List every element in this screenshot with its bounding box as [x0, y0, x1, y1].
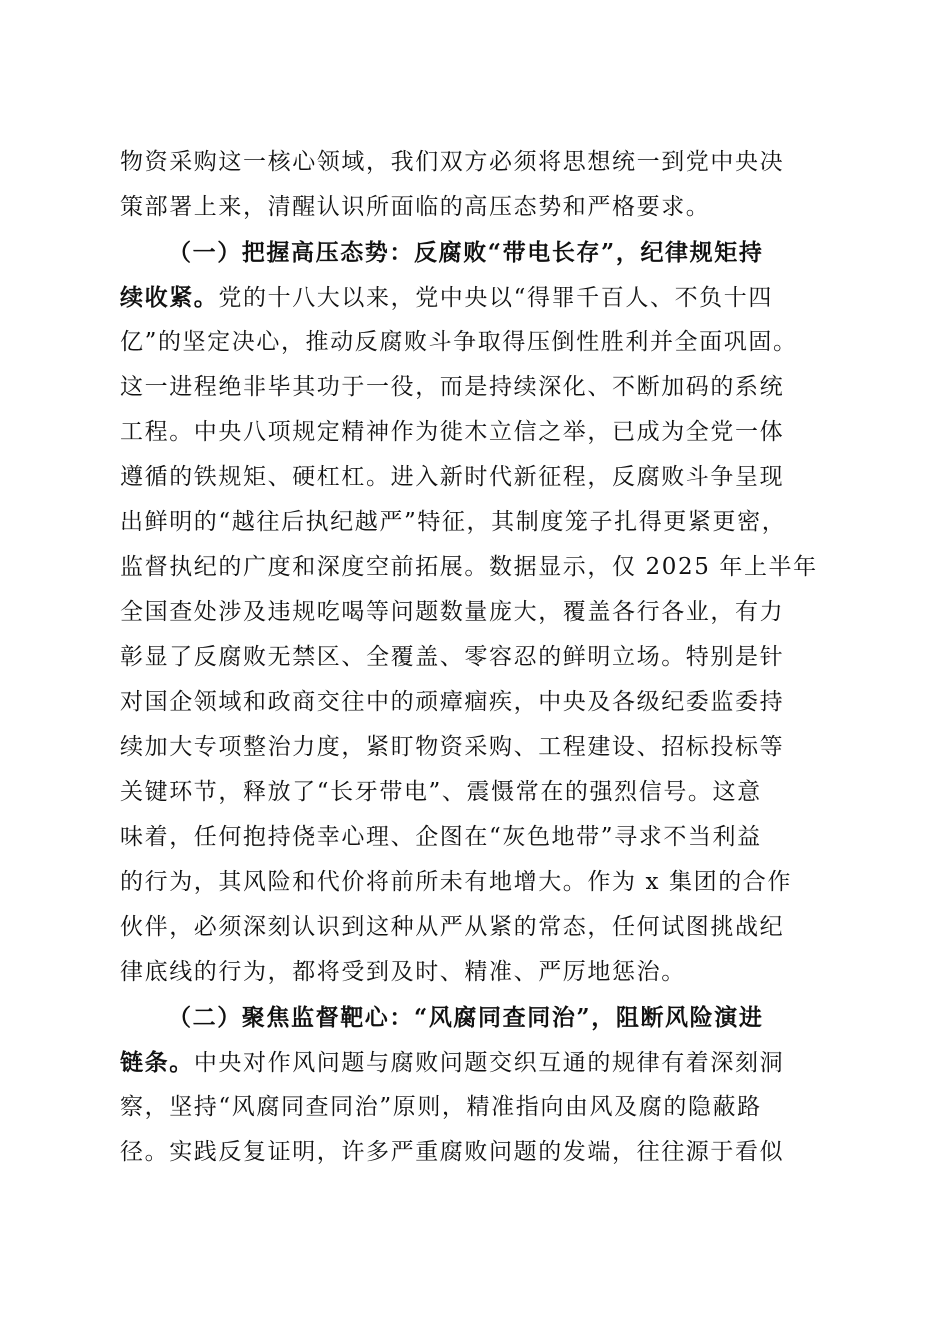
- body-text: 监督执纪的广度和深度空前拓展。数据显示，仅 2025 年上半年: [120, 554, 818, 580]
- body-text: 味着，任何抱持侥幸心理、企图在“灰色地带”寻求不当利益: [120, 824, 762, 850]
- body-text: 中央对作风问题与腐败问题交织互通的规律有着深刻洞: [193, 1050, 785, 1076]
- text-line: [120, 365, 832, 410]
- body-text: 物资采购这一核心领域，我们双方必须将思想统一到党中央决: [120, 149, 785, 175]
- text-line: [120, 860, 832, 905]
- body-text: 关键环节，释放了“长牙带电”、震慑常在的强烈信号。这意: [120, 779, 762, 805]
- body-text: 径。实践反复证明，许多严重腐败问题的发端，往往源于看似: [120, 1139, 785, 1165]
- body-text: 伙伴，必须深刻认识到这种从严从紧的常态，任何试图挑战纪: [120, 914, 785, 940]
- text-line: [120, 545, 832, 590]
- body-text: 亿”的坚定决心，推动反腐败斗争取得压倒性胜利并全面巩固。: [120, 329, 798, 355]
- body-text: 续加大专项整治力度，紧盯物资采购、工程建设、招标投标等: [120, 734, 785, 760]
- text-line: [120, 185, 832, 230]
- text-line: [120, 455, 832, 500]
- body-text: 察，坚持“风腐同查同治”原则，精准指向由风及腐的隐蔽路: [120, 1094, 762, 1120]
- text-line: [120, 1040, 832, 1085]
- text-line: [120, 590, 832, 635]
- text-line: [120, 1130, 832, 1175]
- body-text: 出鲜明的“越往后执纪越严”特征，其制度笼子扎得更紧更密，: [120, 509, 787, 535]
- body-text: 彰显了反腐败无禁区、全覆盖、零容忍的鲜明立场。特别是针: [120, 644, 785, 670]
- body-text: 策部署上来，清醒认识所面临的高压态势和严格要求。: [120, 194, 711, 220]
- text-line: [120, 905, 832, 950]
- text-line: [120, 275, 832, 320]
- body-text: 工程。中央八项规定精神作为徙木立信之举，已成为全党一体: [120, 419, 785, 445]
- text-line: [120, 410, 832, 455]
- text-line: [120, 635, 832, 680]
- body-text: 这一进程绝非毕其功于一役，而是持续深化、不断加码的系统: [120, 374, 785, 400]
- text-line: [120, 680, 832, 725]
- text-line: [120, 815, 832, 860]
- body-text: 全国查处涉及违规吃喝等问题数量庞大，覆盖各行各业，有力: [120, 599, 785, 625]
- paragraph-heading-line: [120, 230, 832, 275]
- bold-heading-text: （二）聚焦监督靶心：“风腐同查同治”，阻断风险演进: [168, 1004, 764, 1031]
- body-text: 的行为，其风险和代价将前所未有地增大。作为 x 集团的合作: [120, 869, 792, 895]
- bold-heading-text: 链条。: [120, 1049, 194, 1076]
- bold-heading-text: （一）把握高压态势：反腐败“带电长存”，纪律规矩持: [168, 239, 764, 266]
- text-line: [120, 950, 832, 995]
- text-line: [120, 140, 832, 185]
- body-text: 对国企领域和政商交往中的顽瘴痼疾，中央及各级纪委监委持: [120, 689, 785, 715]
- text-line: [120, 725, 832, 770]
- body-text: 律底线的行为，都将受到及时、精准、严厉地惩治。: [120, 959, 686, 985]
- bold-heading-text: 续收紧。: [120, 284, 219, 311]
- text-line: [120, 770, 832, 815]
- text-line: [120, 1085, 832, 1130]
- text-line: [120, 320, 832, 365]
- body-text: 遵循的铁规矩、硬杠杠。进入新时代新征程，反腐败斗争呈现: [120, 464, 785, 490]
- document-body: [120, 140, 832, 1175]
- body-text: 党的十八大以来，党中央以“得罪千百人、不负十四: [218, 285, 773, 311]
- text-line: [120, 500, 832, 545]
- paragraph-heading-line: [120, 995, 832, 1040]
